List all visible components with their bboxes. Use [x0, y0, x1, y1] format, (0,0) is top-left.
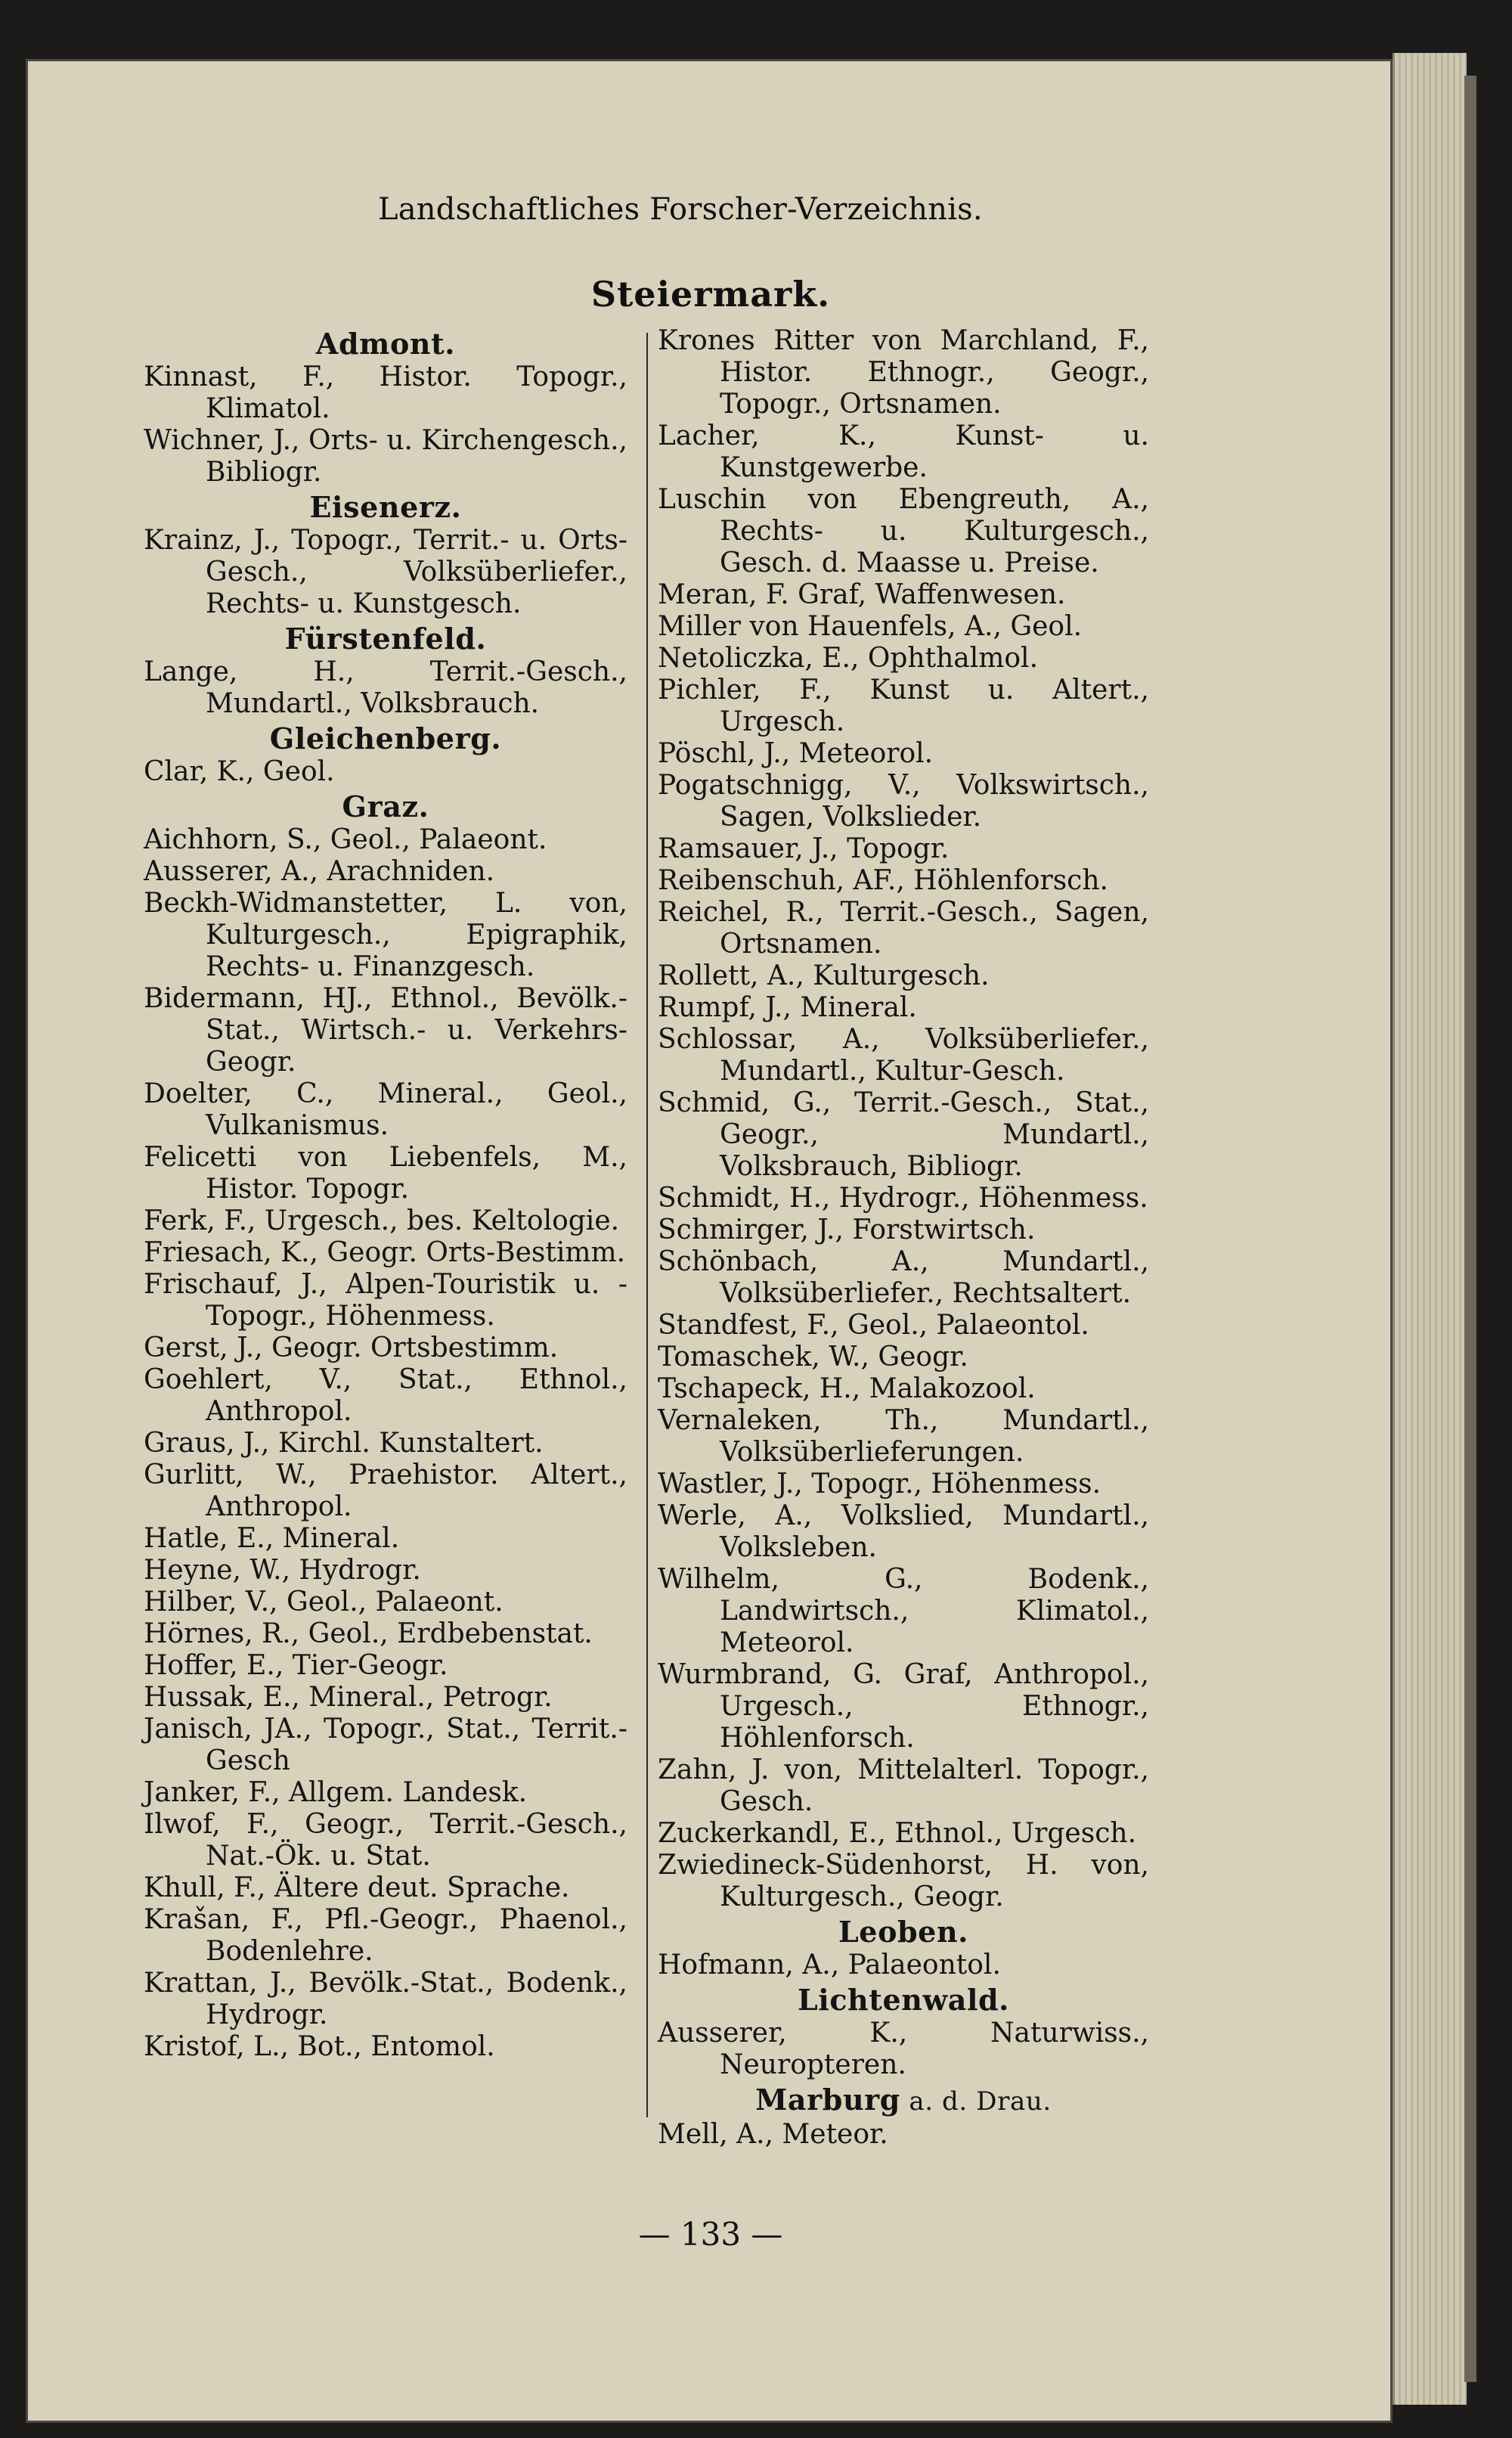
place-heading	[144, 328, 627, 360]
place-name: Eisenerz.	[309, 490, 462, 524]
researcher-entry: Lange, H., Territ.-Gesch., Mundartl., Volksbrauch.	[144, 656, 627, 719]
place-name: Graz.	[342, 789, 429, 824]
researcher-entry: Miller von Hauenfels, A., Geol.	[658, 611, 1083, 642]
researcher-entry: Doelter, C., Mineral., Geol., Vulkanismus.	[144, 1078, 627, 1141]
state-heading: Steiermark.	[590, 274, 831, 315]
researcher-entry: Vernaleken, Th., Mundartl., Volksüberlieferungen.	[658, 1405, 1149, 1468]
researcher-entry: Pöschl, J., Meteorol.	[658, 738, 934, 769]
researcher-entry: Werle, A., Volkslied, Mundartl., Volksleben.	[658, 1500, 1149, 1563]
researcher-entry: Krainz, J., Topogr., Territ.- u. Orts-Gesch., Volksüberliefer., Rechts- u. Kunstgesch.	[144, 525, 627, 619]
page-stack-edge	[1393, 53, 1467, 2405]
researcher-entry: Heyne, W., Hydrogr.	[144, 1555, 421, 1586]
researcher-entry: Hussak, E., Mineral., Petrogr.	[144, 1682, 553, 1713]
researcher-entry: Ramsauer, J., Topogr.	[658, 833, 950, 864]
researcher-entry: Gurlitt, W., Praehistor. Altert., Anthropol.	[144, 1459, 627, 1522]
researcher-entry: Kristof, L., Bot., Entomol.	[144, 2031, 495, 2062]
researcher-entry: Wastler, J., Topogr., Höhenmess.	[658, 1469, 1101, 1500]
researcher-entry: Reichel, R., Territ.-Gesch., Sagen, Ortsnamen.	[658, 897, 1149, 960]
researcher-entry: Schmirger, J., Forstwirtsch.	[658, 1214, 1036, 1245]
researcher-entry: Gerst, J., Geogr. Ortsbestimm.	[144, 1332, 559, 1363]
researcher-entry: Zwiedineck-Südenhorst, H. von, Kulturgesch., Geogr.	[658, 1850, 1149, 1912]
researcher-entry: Felicetti von Liebenfels, M., Histor. Topogr.	[144, 1142, 627, 1205]
researcher-entry: Hörnes, R., Geol., Erdbebenstat.	[144, 1618, 593, 1649]
researcher-entry: Standfest, F., Geol., Palaeontol.	[658, 1310, 1089, 1341]
right-column	[658, 325, 1149, 2151]
column-divider	[646, 333, 648, 2117]
researcher-entry: Wurmbrand, G. Graf, Anthropol., Urgesch., Ethnogr., Höhlenforsch.	[658, 1659, 1149, 1754]
place-heading	[658, 1916, 1149, 1948]
researcher-entry: Goehlert, V., Stat., Ethnol., Anthropol.	[144, 1364, 627, 1427]
researcher-entry: Ilwof, F., Geogr., Territ.-Gesch., Nat.-Ök. u. Stat.	[144, 1809, 627, 1872]
place-heading	[144, 492, 627, 523]
researcher-entry: Hoffer, E., Tier-Geogr.	[144, 1650, 448, 1681]
researcher-entry: Pichler, F., Kunst u. Altert., Urgesch.	[658, 675, 1149, 737]
researcher-entry: Luschin von Ebengreuth, A., Rechts- u. Kulturgesch., Gesch. d. Maasse u. Preise.	[658, 484, 1149, 578]
researcher-entry: Hofmann, A., Palaeontol.	[658, 1949, 1001, 1980]
place-name: Leoben.	[838, 1915, 969, 1949]
researcher-entry: Krašan, F., Pfl.-Geogr., Phaenol., Bodenlehre.	[144, 1904, 627, 1967]
researcher-entry: Mell, A., Meteor.	[658, 2119, 888, 2150]
researcher-entry: Schmidt, H., Hydrogr., Höhenmess.	[658, 1183, 1148, 1214]
researcher-entry: Wichner, J., Orts- u. Kirchengesch., Bibliogr.	[144, 425, 627, 488]
researcher-entry: Schönbach, A., Mundartl., Volksüberliefer., Rechtsaltert.	[658, 1246, 1149, 1309]
researcher-entry: Krattan, J., Bevölk.-Stat., Bodenk., Hydrogr.	[144, 1968, 627, 2030]
researcher-entry: Pogatschnigg, V., Volkswirtsch., Sagen, Volkslieder.	[658, 770, 1149, 833]
place-name: Marburg	[755, 2083, 900, 2117]
researcher-entry: Zuckerkandl, E., Ethnol., Urgesch.	[658, 1818, 1137, 1849]
researcher-entry: Rumpf, J., Mineral.	[658, 992, 917, 1023]
researcher-entry: Kinnast, F., Histor. Topogr., Klimatol.	[144, 361, 627, 424]
book-spine	[1464, 76, 1476, 2382]
researcher-entry: Netoliczka, E., Ophthalmol.	[658, 643, 1039, 674]
researcher-entry: Lacher, K., Kunst- u. Kunstgewerbe.	[658, 420, 1149, 483]
researcher-entry: Frischauf, J., Alpen-Touristik u. -Topogr., Höhenmess.	[144, 1269, 627, 1332]
researcher-entry: Ausserer, K., Naturwiss., Neuropteren.	[658, 2018, 1149, 2080]
place-heading	[144, 791, 627, 823]
researcher-entry: Graus, J., Kirchl. Kunstaltert.	[144, 1428, 544, 1459]
place-name: Fürstenfeld.	[284, 622, 487, 656]
page-number: — 133 —	[638, 2216, 783, 2253]
researcher-entry: Zahn, J. von, Mittelalterl. Topogr., Gesch.	[658, 1754, 1149, 1817]
researcher-entry: Hatle, E., Mineral.	[144, 1523, 400, 1554]
researcher-entry: Clar, K., Geol.	[144, 756, 335, 787]
researcher-entry: Hilber, V., Geol., Palaeont.	[144, 1587, 503, 1618]
researcher-entry: Aichhorn, S., Geol., Palaeont.	[144, 824, 547, 855]
researcher-entry: Beckh-Widmanstetter, L. von, Kulturgesch., Epigraphik, Rechts- u. Finanzgesch.	[144, 888, 627, 982]
researcher-entry: Wilhelm, G., Bodenk., Landwirtsch., Klimatol., Meteorol.	[658, 1564, 1149, 1658]
researcher-entry: Khull, F., Ältere deut. Sprache.	[144, 1872, 570, 1903]
place-name: Admont.	[315, 327, 456, 361]
researcher-entry: Ausserer, A., Arachniden.	[144, 856, 495, 887]
researcher-entry: Meran, F. Graf, Waffenwesen.	[658, 579, 1066, 610]
place-heading	[658, 1984, 1149, 2016]
running-head: Landschaftliches Forscher-Verzeichnis.	[378, 192, 983, 227]
researcher-entry: Schmid, G., Territ.-Gesch., Stat., Geogr., Mundartl., Volksbrauch, Bibliogr.	[658, 1087, 1149, 1182]
researcher-entry: Reibenschuh, AF., Höhlenforsch.	[658, 865, 1108, 896]
researcher-entry: Krones Ritter von Marchland, F., Histor. Ethnogr., Geogr., Topogr., Ortsnamen.	[658, 325, 1149, 420]
place-heading	[144, 623, 627, 655]
researcher-entry: Bidermann, HJ., Ethnol., Bevölk.-Stat., Wirtsch.- u. Verkehrs-Geogr.	[144, 983, 627, 1078]
place-heading	[658, 2084, 1149, 2117]
researcher-entry: Ferk, F., Urgesch., bes. Keltologie.	[144, 1205, 620, 1236]
place-suffix: a. d. Drau.	[900, 2086, 1052, 2117]
researcher-entry: Janisch, JA., Topogr., Stat., Territ.-Gesch	[144, 1714, 627, 1776]
researcher-entry: Tschapeck, H., Malakozool.	[658, 1373, 1036, 1404]
researcher-entry: Rollett, A., Kulturgesch.	[658, 960, 990, 991]
left-column	[144, 325, 627, 2063]
place-name: Lichtenwald.	[797, 1983, 1010, 2017]
researcher-entry: Schlossar, A., Volksüberliefer., Mundartl., Kultur-Gesch.	[658, 1024, 1149, 1087]
researcher-entry: Tomaschek, W., Geogr.	[658, 1342, 968, 1373]
researcher-entry: Janker, F., Allgem. Landesk.	[144, 1777, 528, 1808]
place-name: Gleichenberg.	[269, 721, 502, 755]
researcher-entry: Friesach, K., Geogr. Orts-Bestimm.	[144, 1237, 626, 1268]
place-heading	[144, 723, 627, 755]
